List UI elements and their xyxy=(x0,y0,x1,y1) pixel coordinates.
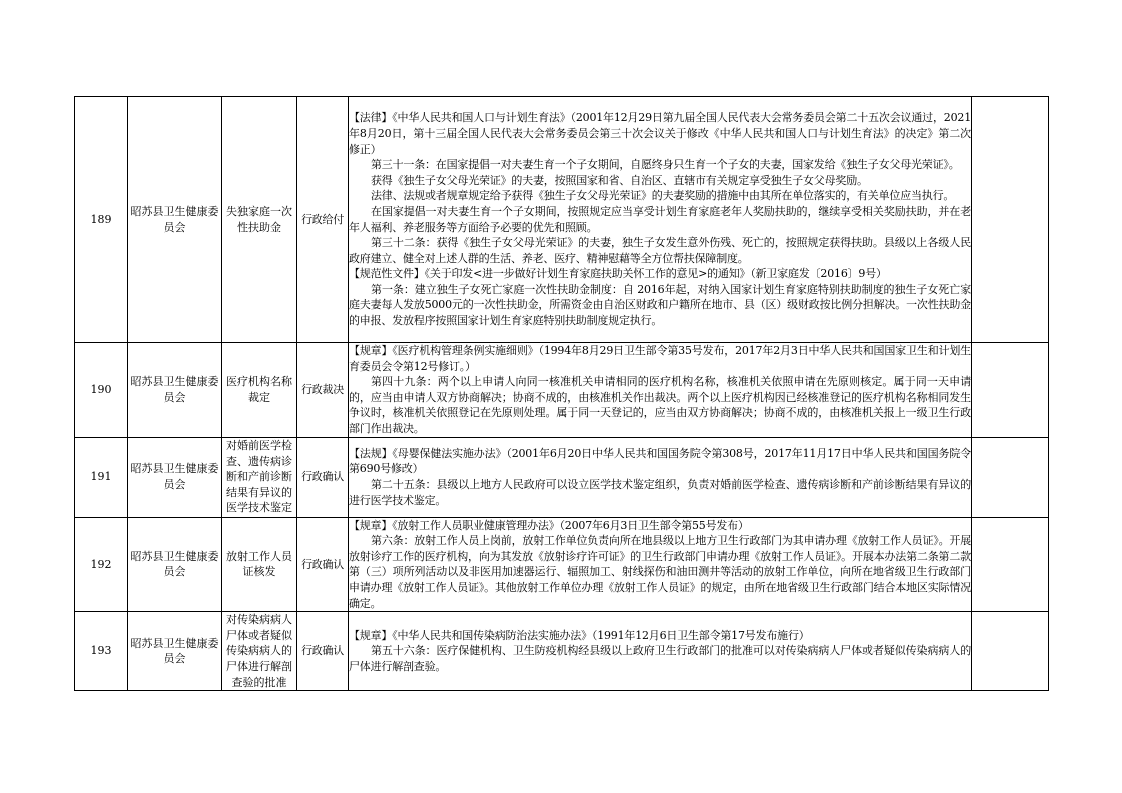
basis-paragraph: 第三十一条：在国家提倡一对夫妻生育一个子女期间，自愿终身只生育一个子女的夫妻，国家发给《独生子女父母光荣证》。 xyxy=(371,158,960,172)
row-legal-basis xyxy=(349,97,972,343)
table-row xyxy=(75,612,1049,691)
row-remarks xyxy=(972,97,1049,343)
basis-paragraph: 第六条：放射工作人员上岗前，放射工作单位负责向所在地县级以上地方卫生行政部门为其申请办理《放射工作人员证》。开展放射诊疗工作的医疗机构，向为其发放《放射诊疗许可证》的卫生行政部门申请办理《放射工作人员证》。开展本办法第二条第二款第（三）项所列活动以及非医用加速器运行、辐照加工、射线探伤和油田测井等活动的放射工作单位，向所在地省级卫生行政部门申请办理《放射工作人员证》。其他放射工作单位办理《放射工作人员证》的规定，由所在地省级卫生行政部门结合本地区实际情况确定。 xyxy=(349,534,971,610)
row-item-type: 行政确认 xyxy=(297,437,349,517)
row-organization: 昭苏县卫生健康委员会 xyxy=(128,612,222,691)
row-organization: 昭苏县卫生健康委员会 xyxy=(128,517,222,612)
basis-paragraph: 第一条：建立独生子女死亡家庭一次性扶助金制度：自 2016年起，对纳入国家计划生育家庭特别扶助制度的独生子女死亡家庭夫妻每人发放5000元的一次性扶助金，所需资金由自治区财政和户籍所在地市、县（区）级财政按比例分担解决。一次性扶助金的申报、发放程序按照国家计划生育家庭特别扶助制度规定执行。 xyxy=(349,282,971,328)
basis-paragraph: 【规章】《放射工作人员职业健康管理办法》（2007年6月3日卫生部令第55号发布） xyxy=(349,518,749,532)
basis-paragraph: 【法律】《中华人民共和国人口与计划生育法》（2001年12月29日第九届全国人民代表大会常务委员会第二十五次会议通过，2021年8月20日，第十三届全国人民代表大会常务委员会第三十次会议关于修改《中华人民共和国人口与计划生育法》的决定》第二次修正） xyxy=(349,111,971,156)
row-organization: 昭苏县卫生健康委员会 xyxy=(128,437,222,517)
row-number: 191 xyxy=(75,437,128,517)
basis-paragraph: 【规范性文件】《关于印发<进一步做好计划生育家庭扶助关怀工作的意见>的通知》（新卫家庭发〔2016〕9号） xyxy=(349,267,887,281)
row-item-type: 行政确认 xyxy=(297,612,349,691)
row-number: 189 xyxy=(75,97,128,343)
row-item-name: 对传染病病人尸体或者疑似传染病病人的尸体进行解剖查验的批准 xyxy=(222,612,297,691)
basis-paragraph: 【规章】《中华人民共和国传染病防治法实施办法》（1991年12月6日卫生部令第17号发布施行） xyxy=(349,628,810,642)
basis-paragraph: 【法规】《母婴保健法实施办法》（2001年6月20日中华人民共和国国务院令第308号，2017年11月17日中华人民共和国国务院令第690号修改） xyxy=(349,446,971,476)
row-number: 192 xyxy=(75,517,128,612)
row-item-type: 行政给付 xyxy=(297,97,349,343)
basis-paragraph: 在国家提倡一对夫妻生育一个子女期间，按照规定应当享受计划生育家庭老年人奖励扶助的，继续享受相关奖励扶助，并在老年人福利、养老服务等方面给予必要的优先和照顾。 xyxy=(349,204,971,234)
row-organization: 昭苏县卫生健康委员会 xyxy=(128,343,222,438)
row-item-type: 行政裁决 xyxy=(297,343,349,438)
row-item-name: 放射工作人员证核发 xyxy=(222,517,297,612)
basis-paragraph: 【规章】《医疗机构管理条例实施细则》（1994年8月29日卫生部令第35号发布，2017年2月3日中华人民共和国国家卫生和计划生育委员会令第12号修订。） xyxy=(349,344,971,373)
row-number: 190 xyxy=(75,343,128,438)
row-number: 193 xyxy=(75,612,128,691)
row-legal-basis xyxy=(349,612,972,691)
row-legal-basis xyxy=(349,343,972,438)
row-item-type: 行政确认 xyxy=(297,517,349,612)
table-row xyxy=(75,437,1049,517)
row-organization: 昭苏县卫生健康委员会 xyxy=(128,97,222,343)
row-remarks xyxy=(972,437,1049,517)
item-table xyxy=(74,96,1049,691)
basis-paragraph: 第三十二条：获得《独生子女父母光荣证》的夫妻，独生子女发生意外伤残、死亡的，按照规定获得扶助。县级以上各级人民政府建立、健全对上述人群的生活、养老、医疗、精神慰藉等全方位帮扶保障制度。 xyxy=(349,236,971,265)
row-legal-basis xyxy=(349,517,972,612)
row-item-name: 失独家庭一次性扶助金 xyxy=(222,97,297,343)
basis-paragraph: 第五十六条：医疗保健机构、卫生防疫机构经县级以上政府卫生行政部门的批准可以对传染病病人尸体或者疑似传染病病人的尸体进行解剖查验。 xyxy=(349,644,971,673)
row-legal-basis xyxy=(349,437,972,517)
row-item-name: 对婚前医学检查、遗传病诊断和产前诊断结果有异议的医学技术鉴定 xyxy=(222,437,297,517)
basis-paragraph: 法律、法规或者规章规定给予获得《独生子女父母光荣证》的夫妻奖励的措施中由其所在单位落实的，有关单位应当执行。 xyxy=(371,189,955,203)
table-row xyxy=(75,517,1049,612)
basis-paragraph: 第二十五条：县级以上地方人民政府可以设立医学技术鉴定组织，负责对婚前医学检查、遗传病诊断和产前诊断结果有异议的进行医学技术鉴定。 xyxy=(349,478,971,507)
row-remarks xyxy=(972,343,1049,438)
row-item-name: 医疗机构名称裁定 xyxy=(222,343,297,438)
basis-paragraph: 第四十九条：两个以上申请人向同一核准机关申请相同的医疗机构名称，核准机关依照申请在先原则核定。属于同一天申请的，应当由申请人双方协商解决；协商不成的，由核准机关作出裁决。两个以上医疗机构因已经核准登记的医疗机构名称相同发生争议时，核准机关依照登记在先原则处理。属于同一天登记的，应当由双方协商解决；协商不成的，由核准机关报上一级卫生行政部门作出裁决。 xyxy=(349,375,971,435)
table-row xyxy=(75,97,1049,343)
row-remarks xyxy=(972,517,1049,612)
table-row xyxy=(75,343,1049,438)
row-remarks xyxy=(972,612,1049,691)
basis-paragraph: 获得《独生子女父母光荣证》的夫妻，按照国家和省、自治区、直辖市有关规定享受独生子女父母奖励。 xyxy=(371,173,868,187)
